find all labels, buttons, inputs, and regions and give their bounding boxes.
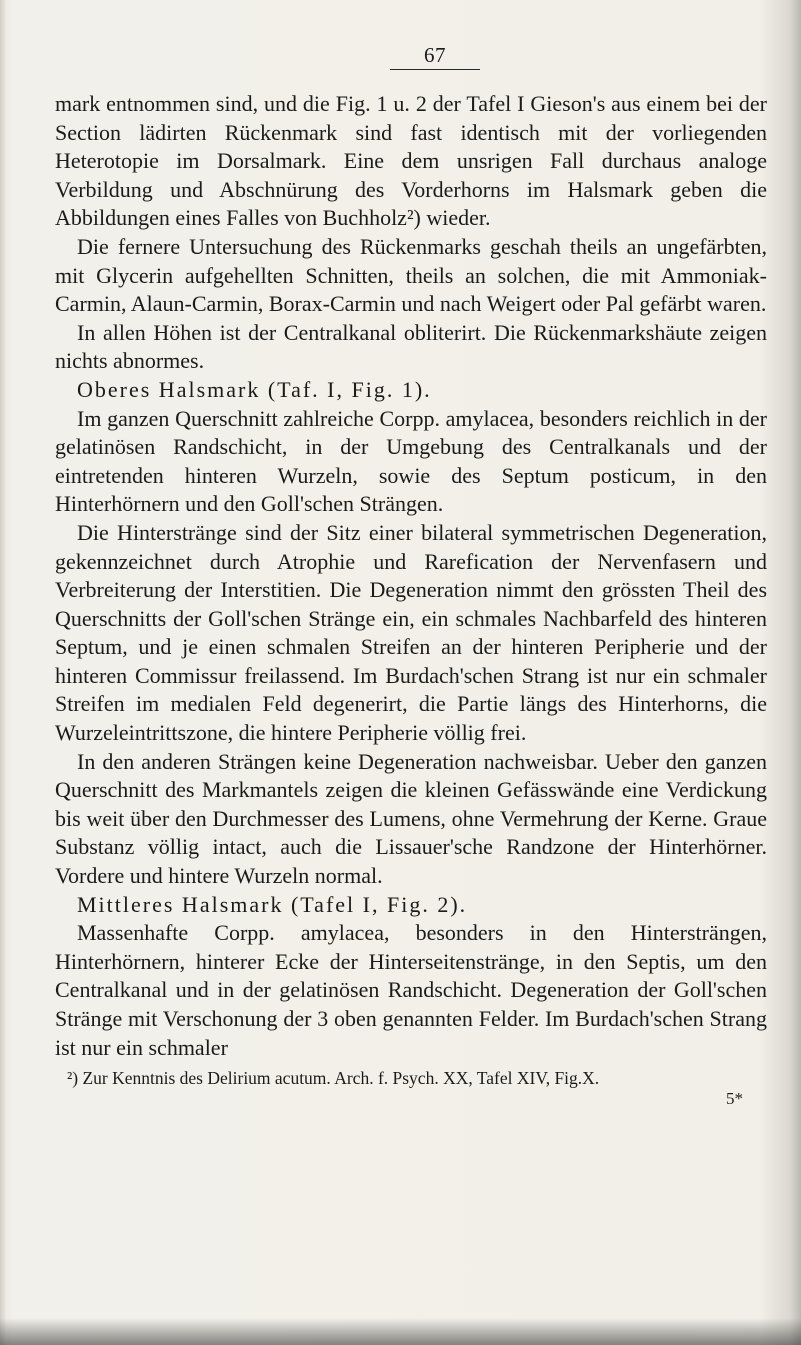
signature-mark: 5* [726, 1089, 743, 1109]
footnote: ²) Zur Kenntnis des Delirium acutum. Arch. f. Psych. XX, Tafel XIV, Fig.X. [67, 1068, 600, 1089]
bottom-scan-shadow [0, 1318, 801, 1345]
body-text [55, 90, 767, 1109]
section-heading-upper-cervical: Oberes Halsmark (Taf. I, Fig. 1). [77, 376, 432, 402]
paragraph-5: Im ganzen Querschnitt zahlreiche Corpp. amylacea, besonders reichlich in der gelatinösen Randschicht, in der Umgebung des Centralkanals und der eintretenden hinteren Wurzeln, sowie des Septum posticum, in den Hinterhörnern und den Goll'schen Strängen. [55, 405, 767, 517]
paragraph-2: Die fernere Untersuchung des Rückenmarks geschah theils an ungefärbten, mit Glycerin aufgehellten Schnitten, theils an solchen, die mit Ammoniak-Carmin, Alaun-Carmin, Borax-Carmin und nach Weigert oder Pal gefärbt waren. [55, 233, 767, 317]
paragraph-9: Massenhafte Corpp. amylacea, besonders in den Hintersträngen, Hinterhörnern, hinterer Ecke der Hinterseitenstränge, in den Septis, um den Centralkanal und in der gelatinösen Randschicht. Degeneration der Goll'schen Stränge mit Verschonung der 3 oben genannten Felder. Im Burdach'schen Strang ist nur ein schmaler [55, 920, 767, 1060]
section-heading-middle-cervical: Mittleres Halsmark (Tafel I, Fig. 2). [77, 891, 468, 917]
page-left-edge [0, 0, 6, 1345]
page-number [0, 43, 780, 70]
page-number-text: 67 [390, 43, 480, 70]
paragraph-7: In den anderen Strängen keine Degeneration nachweisbar. Ueber den ganzen Querschnitt des Markmantels zeigen die kleinen Gefässwände eine Verdickung bis weit über den Durchmesser des Lumens, ohne Vermehrung der Kerne. Graue Substanz völlig intact, auch die Lissauer'sche Randzone der Hinterhörner. Vordere und hintere Wurzeln normal. [55, 748, 767, 889]
paragraph-6: Die Hinterstränge sind der Sitz einer bilateral symmetrischen Degeneration, gekennzeichnet durch Atrophie und Rarefication der Nervenfasern und Verbreiterung der Interstitien. Die Degeneration nimmt den grössten Theil des Querschnitts der Goll'schen Stränge ein, ein schmales Nachbarfeld des hinteren Septum, und je einen schmalen Streifen an der hinteren Peripherie und der hinteren Commissur freilassend. Im Burdach'schen Strang ist nur ein schmaler Streifen im medialen Feld degenerirt, die Partie längs des Hinterhorns, die Wurzeleintrittszone, die hintere Peripherie völlig frei. [55, 519, 767, 746]
paragraph-3: In allen Höhen ist der Centralkanal obliterirt. Die Rückenmarkshäute zeigen nichts abnormes. [55, 319, 767, 374]
paragraph-1: mark entnommen sind, und die Fig. 1 u. 2 der Tafel I Gieson's aus einem bei der Section lädirten Rückenmark sind fast identisch mit der vorliegenden Heterotopie im Dorsalmark. Eine dem unsrigen Fall durchaus analoge Verbildung und Abschnürung des Vorderhorns im Halsmark geben die Abbildungen eines Falles von Buchholz²) wieder. [55, 91, 767, 231]
